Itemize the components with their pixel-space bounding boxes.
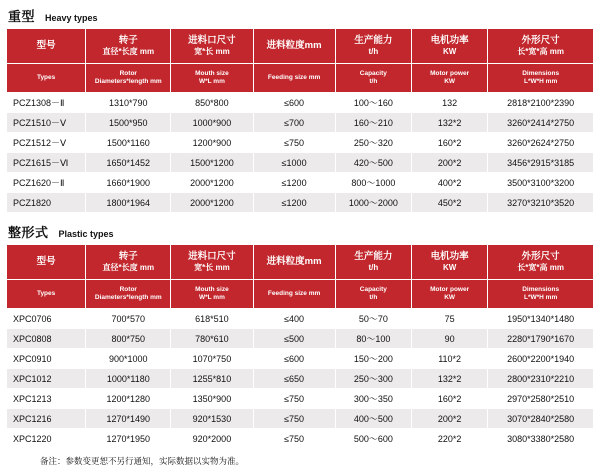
column-header-en-feeding-main: Feeding size mm bbox=[267, 289, 321, 297]
column-header-power-main: 电机功率 bbox=[430, 251, 469, 263]
table-header-row-en bbox=[7, 64, 594, 93]
table-row bbox=[7, 173, 594, 193]
column-header-en-capacity-sub: t/h bbox=[369, 294, 378, 301]
cell-power: 75 bbox=[411, 309, 487, 329]
table-row bbox=[7, 193, 594, 213]
cell-dimensions: 2600*2200*1940 bbox=[488, 349, 594, 369]
table-header-row-cn bbox=[7, 29, 594, 64]
cell-mouth: 1350*900 bbox=[171, 389, 253, 409]
cell-rotor: 1000*1180 bbox=[86, 369, 171, 389]
column-header-en-feeding bbox=[253, 280, 335, 309]
table-row bbox=[7, 369, 594, 389]
column-header-dimensions-sub: 长*宽*高 mm bbox=[517, 46, 564, 56]
cell-dimensions: 2800*2310*2210 bbox=[488, 369, 594, 389]
column-header-en-power-main: Motor power bbox=[430, 285, 470, 293]
column-header-mouth bbox=[171, 245, 253, 280]
cell-feeding: ≤700 bbox=[253, 113, 335, 133]
cell-capacity: 1000～2000 bbox=[335, 193, 411, 213]
column-header-en-power-sub: KW bbox=[444, 294, 456, 301]
cell-feeding: ≤750 bbox=[253, 429, 335, 449]
cell-model: XPC1213 bbox=[7, 389, 86, 409]
column-header-model-main: 型号 bbox=[36, 40, 56, 52]
cell-dimensions: 2818*2100*2390 bbox=[488, 93, 594, 113]
column-header-en-capacity bbox=[335, 64, 411, 93]
column-header-en-model bbox=[7, 64, 86, 93]
column-header-en-mouth bbox=[171, 280, 253, 309]
cell-rotor: 1200*1280 bbox=[86, 389, 171, 409]
cell-feeding: ≤400 bbox=[253, 309, 335, 329]
cell-power: 132 bbox=[411, 93, 487, 113]
column-header-en-rotor-main: Rotor bbox=[119, 69, 137, 77]
cell-dimensions: 3270*3210*3520 bbox=[488, 193, 594, 213]
cell-model: PCZ1820 bbox=[7, 193, 86, 213]
column-header-en-model bbox=[7, 280, 86, 309]
column-header-mouth-sub: 宽*长 mm bbox=[194, 46, 230, 56]
cell-dimensions: 2280*1790*1670 bbox=[488, 329, 594, 349]
column-header-rotor-sub: 直径*长度 mm bbox=[102, 46, 155, 56]
column-header-power bbox=[411, 245, 487, 280]
column-header-en-capacity-main: Capacity bbox=[359, 69, 387, 77]
column-header-en-feeding-main: Feeding size mm bbox=[267, 73, 321, 81]
column-header-model bbox=[7, 245, 86, 280]
cell-capacity: 400～500 bbox=[335, 409, 411, 429]
cell-power: 400*2 bbox=[411, 173, 487, 193]
column-header-capacity bbox=[335, 29, 411, 64]
cell-rotor: 1800*1964 bbox=[86, 193, 171, 213]
cell-dimensions: 3260*2414*2750 bbox=[488, 113, 594, 133]
cell-feeding: ≤750 bbox=[253, 389, 335, 409]
table-header-row-en bbox=[7, 280, 594, 309]
cell-mouth: 2000*1200 bbox=[171, 173, 253, 193]
cell-power: 132*2 bbox=[411, 113, 487, 133]
spec-table-plastic bbox=[6, 244, 594, 449]
cell-power: 132*2 bbox=[411, 369, 487, 389]
cell-rotor: 900*1000 bbox=[86, 349, 171, 369]
cell-rotor: 1650*1452 bbox=[86, 153, 171, 173]
cell-capacity: 250～320 bbox=[335, 133, 411, 153]
column-header-en-capacity bbox=[335, 280, 411, 309]
cell-capacity: 420～500 bbox=[335, 153, 411, 173]
cell-mouth: 920*2000 bbox=[171, 429, 253, 449]
cell-capacity: 300～350 bbox=[335, 389, 411, 409]
section-title-heavy bbox=[6, 4, 594, 28]
column-header-mouth-main: 进料口尺寸 bbox=[188, 251, 236, 263]
column-header-en-mouth-main: Mouth size bbox=[195, 69, 229, 77]
column-header-capacity-main: 生产能力 bbox=[354, 251, 393, 263]
cell-feeding: ≤1000 bbox=[253, 153, 335, 173]
cell-capacity: 800～1000 bbox=[335, 173, 411, 193]
cell-model: PCZ1308－Ⅱ bbox=[7, 93, 86, 113]
cell-rotor: 1270*1950 bbox=[86, 429, 171, 449]
section-title-en: Plastic types bbox=[58, 229, 114, 239]
column-header-en-mouth-main: Mouth size bbox=[195, 285, 229, 293]
table-row bbox=[7, 153, 594, 173]
section-title-cn: 整形式 bbox=[8, 225, 49, 240]
cell-model: XPC0910 bbox=[7, 349, 86, 369]
column-header-en-feeding bbox=[253, 64, 335, 93]
column-header-en-model-main: Types bbox=[36, 73, 56, 81]
cell-rotor: 800*750 bbox=[86, 329, 171, 349]
spec-table-heavy bbox=[6, 28, 594, 213]
column-header-mouth-main: 进料口尺寸 bbox=[188, 35, 236, 47]
column-header-power-main: 电机功率 bbox=[430, 35, 469, 47]
column-header-capacity-sub: t/h bbox=[368, 262, 379, 272]
cell-mouth: 920*1530 bbox=[171, 409, 253, 429]
column-header-feeding bbox=[253, 245, 335, 280]
cell-feeding: ≤600 bbox=[253, 349, 335, 369]
column-header-en-mouth-sub: W*L mm bbox=[198, 78, 225, 85]
column-header-model-main: 型号 bbox=[36, 256, 56, 268]
cell-capacity: 50～70 bbox=[335, 309, 411, 329]
cell-model: XPC0808 bbox=[7, 329, 86, 349]
column-header-en-capacity-sub: t/h bbox=[369, 78, 378, 85]
column-header-en-dimensions-main: Dimensions bbox=[522, 285, 560, 293]
cell-model: XPC0706 bbox=[7, 309, 86, 329]
table-row bbox=[7, 93, 594, 113]
column-header-en-model-main: Types bbox=[36, 289, 56, 297]
column-header-dimensions bbox=[488, 245, 594, 280]
table-row bbox=[7, 349, 594, 369]
table-row bbox=[7, 309, 594, 329]
column-header-en-rotor bbox=[86, 280, 171, 309]
column-header-model bbox=[7, 29, 86, 64]
cell-feeding: ≤750 bbox=[253, 409, 335, 429]
table-header-row-cn bbox=[7, 245, 594, 280]
table-row bbox=[7, 113, 594, 133]
cell-capacity: 500～600 bbox=[335, 429, 411, 449]
cell-mouth: 780*610 bbox=[171, 329, 253, 349]
cell-mouth: 1255*810 bbox=[171, 369, 253, 389]
cell-dimensions: 3070*2840*2580 bbox=[488, 409, 594, 429]
cell-rotor: 1500*1160 bbox=[86, 133, 171, 153]
cell-feeding: ≤500 bbox=[253, 329, 335, 349]
cell-power: 160*2 bbox=[411, 389, 487, 409]
cell-mouth: 1000*900 bbox=[171, 113, 253, 133]
cell-capacity: 150～200 bbox=[335, 349, 411, 369]
column-header-rotor-main: 转子 bbox=[118, 35, 138, 47]
column-header-capacity bbox=[335, 245, 411, 280]
column-header-feeding-main: 进料粒度mm bbox=[266, 256, 322, 268]
section-title-en: Heavy types bbox=[45, 13, 98, 23]
cell-power: 90 bbox=[411, 329, 487, 349]
table-row bbox=[7, 329, 594, 349]
cell-model: XPC1216 bbox=[7, 409, 86, 429]
cell-rotor: 1310*790 bbox=[86, 93, 171, 113]
cell-capacity: 80～100 bbox=[335, 329, 411, 349]
column-header-en-dimensions-sub: L*W*H mm bbox=[524, 294, 558, 301]
column-header-en-power-sub: KW bbox=[444, 78, 456, 85]
cell-feeding: ≤1200 bbox=[253, 193, 335, 213]
column-header-capacity-main: 生产能力 bbox=[354, 35, 393, 47]
column-header-en-dimensions-main: Dimensions bbox=[522, 69, 560, 77]
column-header-dimensions-main: 外形尺寸 bbox=[521, 251, 560, 263]
cell-dimensions: 3456*2915*3185 bbox=[488, 153, 594, 173]
cell-feeding: ≤1200 bbox=[253, 173, 335, 193]
cell-model: PCZ1615－Ⅵ bbox=[7, 153, 86, 173]
footer-note: 备注：参数变更恕不另行通知，实际数据以实物为准。 bbox=[40, 456, 245, 466]
cell-mouth: 850*800 bbox=[171, 93, 253, 113]
cell-power: 220*2 bbox=[411, 429, 487, 449]
column-header-en-rotor bbox=[86, 64, 171, 93]
column-header-en-mouth-sub: W*L mm bbox=[198, 294, 225, 301]
cell-dimensions: 2970*2580*2510 bbox=[488, 389, 594, 409]
table-row bbox=[7, 133, 594, 153]
column-header-en-dimensions bbox=[488, 64, 594, 93]
column-header-rotor bbox=[86, 245, 171, 280]
cell-model: PCZ1510－Ⅴ bbox=[7, 113, 86, 133]
column-header-capacity-sub: t/h bbox=[368, 46, 379, 56]
column-header-dimensions-main: 外形尺寸 bbox=[521, 35, 560, 47]
column-header-rotor bbox=[86, 29, 171, 64]
column-header-feeding-main: 进料粒度mm bbox=[266, 40, 322, 52]
cell-mouth: 1200*900 bbox=[171, 133, 253, 153]
column-header-power-sub: KW bbox=[442, 262, 457, 272]
column-header-en-rotor-main: Rotor bbox=[119, 285, 137, 293]
column-header-power bbox=[411, 29, 487, 64]
column-header-en-power bbox=[411, 64, 487, 93]
section-title-cn: 重型 bbox=[8, 9, 36, 24]
cell-rotor: 1500*950 bbox=[86, 113, 171, 133]
column-header-dimensions bbox=[488, 29, 594, 64]
cell-feeding: ≤650 bbox=[253, 369, 335, 389]
column-header-en-rotor-sub: Diameters*length mm bbox=[94, 294, 162, 301]
column-header-dimensions-sub: 长*宽*高 mm bbox=[517, 262, 564, 272]
column-header-en-dimensions bbox=[488, 280, 594, 309]
column-header-en-power-main: Motor power bbox=[430, 69, 470, 77]
cell-dimensions: 1950*1340*1480 bbox=[488, 309, 594, 329]
cell-mouth: 618*510 bbox=[171, 309, 253, 329]
cell-mouth: 1070*750 bbox=[171, 349, 253, 369]
cell-rotor: 1660*1900 bbox=[86, 173, 171, 193]
cell-model: PCZ1620－Ⅱ bbox=[7, 173, 86, 193]
table-row bbox=[7, 409, 594, 429]
cell-model: XPC1012 bbox=[7, 369, 86, 389]
cell-dimensions: 3260*2624*2750 bbox=[488, 133, 594, 153]
cell-power: 110*2 bbox=[411, 349, 487, 369]
cell-capacity: 100～160 bbox=[335, 93, 411, 113]
cell-capacity: 250～300 bbox=[335, 369, 411, 389]
column-header-mouth bbox=[171, 29, 253, 64]
section-title-plastic bbox=[6, 220, 594, 244]
cell-feeding: ≤750 bbox=[253, 133, 335, 153]
column-header-feeding bbox=[253, 29, 335, 64]
cell-feeding: ≤600 bbox=[253, 93, 335, 113]
cell-mouth: 2000*1200 bbox=[171, 193, 253, 213]
cell-dimensions: 3500*3100*3200 bbox=[488, 173, 594, 193]
column-header-en-rotor-sub: Diameters*length mm bbox=[94, 78, 162, 85]
column-header-rotor-sub: 直径*长度 mm bbox=[102, 262, 155, 272]
column-header-en-mouth bbox=[171, 64, 253, 93]
column-header-en-capacity-main: Capacity bbox=[359, 285, 387, 293]
cell-rotor: 1270*1490 bbox=[86, 409, 171, 429]
cell-model: XPC1220 bbox=[7, 429, 86, 449]
column-header-en-dimensions-sub: L*W*H mm bbox=[524, 78, 558, 85]
cell-power: 450*2 bbox=[411, 193, 487, 213]
cell-rotor: 700*570 bbox=[86, 309, 171, 329]
table-row bbox=[7, 429, 594, 449]
column-header-rotor-main: 转子 bbox=[118, 251, 138, 263]
table-row bbox=[7, 389, 594, 409]
cell-dimensions: 3080*3380*2580 bbox=[488, 429, 594, 449]
cell-model: PCZ1512－Ⅴ bbox=[7, 133, 86, 153]
cell-power: 160*2 bbox=[411, 133, 487, 153]
column-header-mouth-sub: 宽*长 mm bbox=[194, 262, 230, 272]
cell-capacity: 160～210 bbox=[335, 113, 411, 133]
cell-power: 200*2 bbox=[411, 153, 487, 173]
cell-mouth: 1500*1200 bbox=[171, 153, 253, 173]
column-header-en-power bbox=[411, 280, 487, 309]
cell-power: 200*2 bbox=[411, 409, 487, 429]
column-header-power-sub: KW bbox=[442, 46, 457, 56]
